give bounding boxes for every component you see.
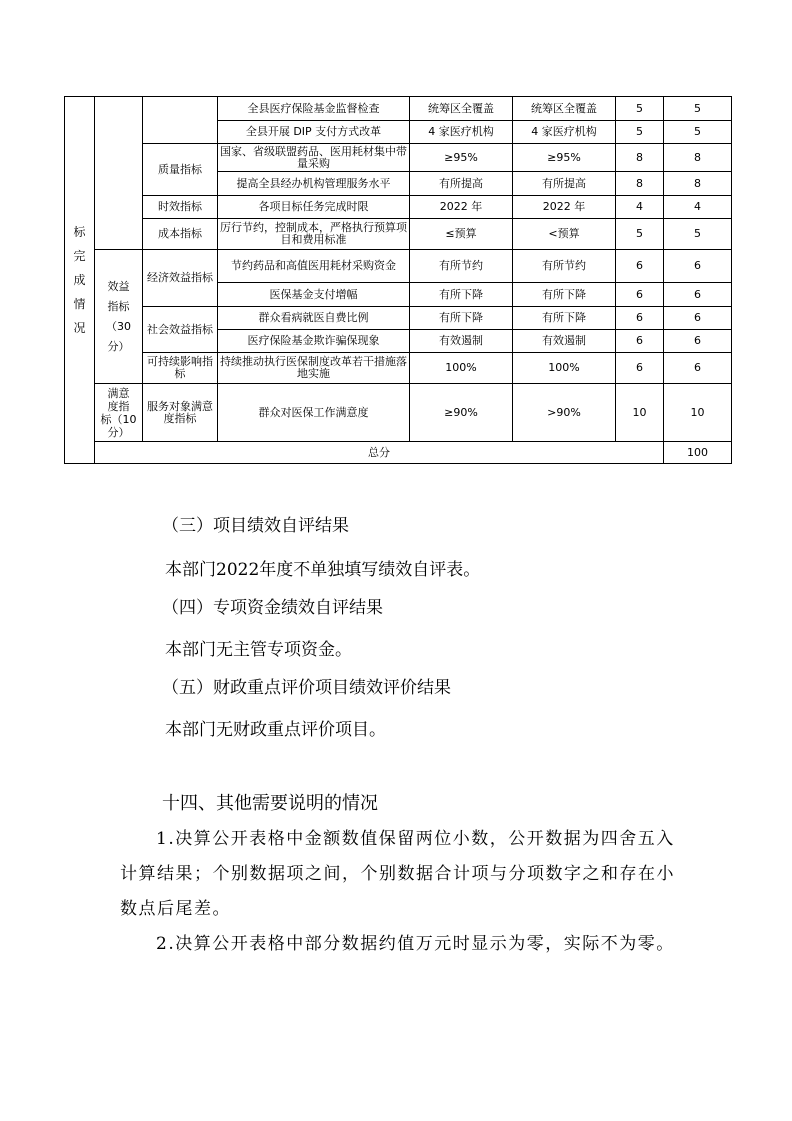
satisfaction-label [95, 384, 143, 442]
actual-value: 有所下降 [513, 307, 616, 330]
target-value: ≥95% [410, 144, 513, 172]
section-14-paragraph-1 [120, 822, 680, 927]
weight-value: 8 [616, 144, 664, 172]
weight-value: 6 [616, 250, 664, 283]
target-value: 有所下降 [410, 283, 513, 307]
total-weight: 100 [664, 442, 732, 464]
satisfaction-sub-label: 服务对象满意度指标 [143, 384, 218, 442]
actual-value: 有效遏制 [513, 330, 616, 353]
target-value: 有效遏制 [410, 330, 513, 353]
target-value: ≥90% [410, 384, 513, 442]
actual-value: <预算 [513, 219, 616, 250]
indicator-name: 群众对医保工作满意度 [218, 384, 410, 442]
weight-value: 10 [616, 384, 664, 442]
satisfaction-label-line: 标（10 [100, 412, 137, 426]
score-value: 6 [664, 307, 732, 330]
satisfaction-label-line: 分） [107, 425, 130, 439]
indicator-name: 厉行节约，控制成本，严格执行预算项目和费用标准 [218, 219, 410, 250]
actual-value: 有所节约 [513, 250, 616, 283]
score-value: 5 [664, 97, 732, 121]
score-value: 8 [664, 172, 732, 196]
indicator-name: 国家、省级联盟药品、医用耗材集中带量采购 [218, 144, 410, 172]
target-value: 4 家医疗机构 [410, 121, 513, 144]
table-row [65, 196, 732, 219]
score-value: 10 [664, 384, 732, 442]
table-row [65, 384, 732, 442]
table-row [65, 144, 732, 172]
target-value: 统筹区全覆盖 [410, 97, 513, 121]
actual-value: 2022 年 [513, 196, 616, 219]
actual-value: 有所提高 [513, 172, 616, 196]
actual-value: 4 家医疗机构 [513, 121, 616, 144]
table-row [65, 97, 732, 121]
indicator-category-cell [65, 97, 95, 464]
score-value: 5 [664, 121, 732, 144]
sustainable-label: 可持续影响指标 [143, 353, 218, 384]
weight-value: 6 [616, 307, 664, 330]
indicator-name: 医保基金支付增幅 [218, 283, 410, 307]
indicator-name: 节约药品和高值医用耗材采购资金 [218, 250, 410, 283]
output-block-cell [95, 97, 143, 250]
indicator-name: 全县医疗保险基金监督检查 [218, 97, 410, 121]
target-value: ≤预算 [410, 219, 513, 250]
score-value: 4 [664, 196, 732, 219]
quality-label: 质量指标 [143, 144, 218, 196]
score-value: 8 [664, 144, 732, 172]
target-value: 2022 年 [410, 196, 513, 219]
weight-value: 5 [616, 219, 664, 250]
actual-value: 100% [513, 353, 616, 384]
section-5-body: 本部门无财政重点评价项目。 [165, 720, 386, 740]
indicator-name: 各项目标任务完成时限 [218, 196, 410, 219]
section-4-body: 本部门无主管专项资金。 [165, 640, 352, 660]
weight-value: 8 [616, 172, 664, 196]
benefit-label [95, 250, 143, 384]
actual-value: >90% [513, 384, 616, 442]
total-label: 总分 [95, 442, 664, 464]
timeliness-label: 时效指标 [143, 196, 218, 219]
benefit-label-line: （30 [106, 319, 131, 333]
section-14-paragraph-2 [120, 927, 680, 962]
table-row [65, 353, 732, 384]
paragraph-text: 2.决算公开表格中部分数据约值万元时显示为零，实际不为零。 [156, 934, 675, 954]
actual-value: ≥95% [513, 144, 616, 172]
score-value: 6 [664, 353, 732, 384]
table-row [65, 442, 732, 464]
target-value: 有所节约 [410, 250, 513, 283]
target-value: 有所提高 [410, 172, 513, 196]
weight-value: 6 [616, 353, 664, 384]
weight-value: 5 [616, 97, 664, 121]
actual-value: 统筹区全覆盖 [513, 97, 616, 121]
target-value: 有所下降 [410, 307, 513, 330]
benefit-label-line: 效益 [107, 279, 130, 293]
paragraph-text: 1.决算公开表格中金额数值保留两位小数，公开数据为四舍五入计算结果；个别数据项之间，个别数据合计项与分项数字之和存在小数点后尾差。 [120, 829, 675, 919]
score-value: 6 [664, 330, 732, 353]
indicator-name: 医疗保险基金欺诈骗保现象 [218, 330, 410, 353]
social-label: 社会效益指标 [143, 307, 218, 353]
weight-value: 6 [616, 283, 664, 307]
indicator-name: 全县开展 DIP 支付方式改革 [218, 121, 410, 144]
section-3-body: 本部门2022年度不单独填写绩效自评表。 [165, 560, 481, 580]
table-row [65, 250, 732, 283]
indicator-name: 持续推动执行医保制度改革若干措施落地实施 [218, 353, 410, 384]
section-3-title: （三）项目绩效自评结果 [162, 516, 349, 536]
indicator-category-label: 标完成情况 [73, 225, 86, 335]
actual-value: 有所下降 [513, 283, 616, 307]
benefit-label-line: 指标 [107, 299, 130, 313]
satisfaction-label-line: 满意 [107, 386, 130, 400]
section-5-title: （五）财政重点评价项目绩效评价结果 [162, 678, 451, 698]
weight-value: 4 [616, 196, 664, 219]
benefit-label-line: 分） [107, 339, 130, 353]
economic-label: 经济效益指标 [143, 250, 218, 307]
quantity-subcell [143, 97, 218, 144]
weight-value: 6 [616, 330, 664, 353]
performance-table [64, 96, 732, 464]
target-value: 100% [410, 353, 513, 384]
weight-value: 5 [616, 121, 664, 144]
indicator-name: 群众看病就医自费比例 [218, 307, 410, 330]
table-row [65, 219, 732, 250]
table-row [65, 307, 732, 330]
score-value: 6 [664, 283, 732, 307]
score-value: 6 [664, 250, 732, 283]
section-14-title: 十四、其他需要说明的情况 [162, 793, 378, 814]
section-4-title: （四）专项资金绩效自评结果 [162, 598, 383, 618]
indicator-name: 提高全县经办机构管理服务水平 [218, 172, 410, 196]
cost-label: 成本指标 [143, 219, 218, 250]
score-value: 5 [664, 219, 732, 250]
satisfaction-label-line: 度指 [107, 399, 130, 413]
